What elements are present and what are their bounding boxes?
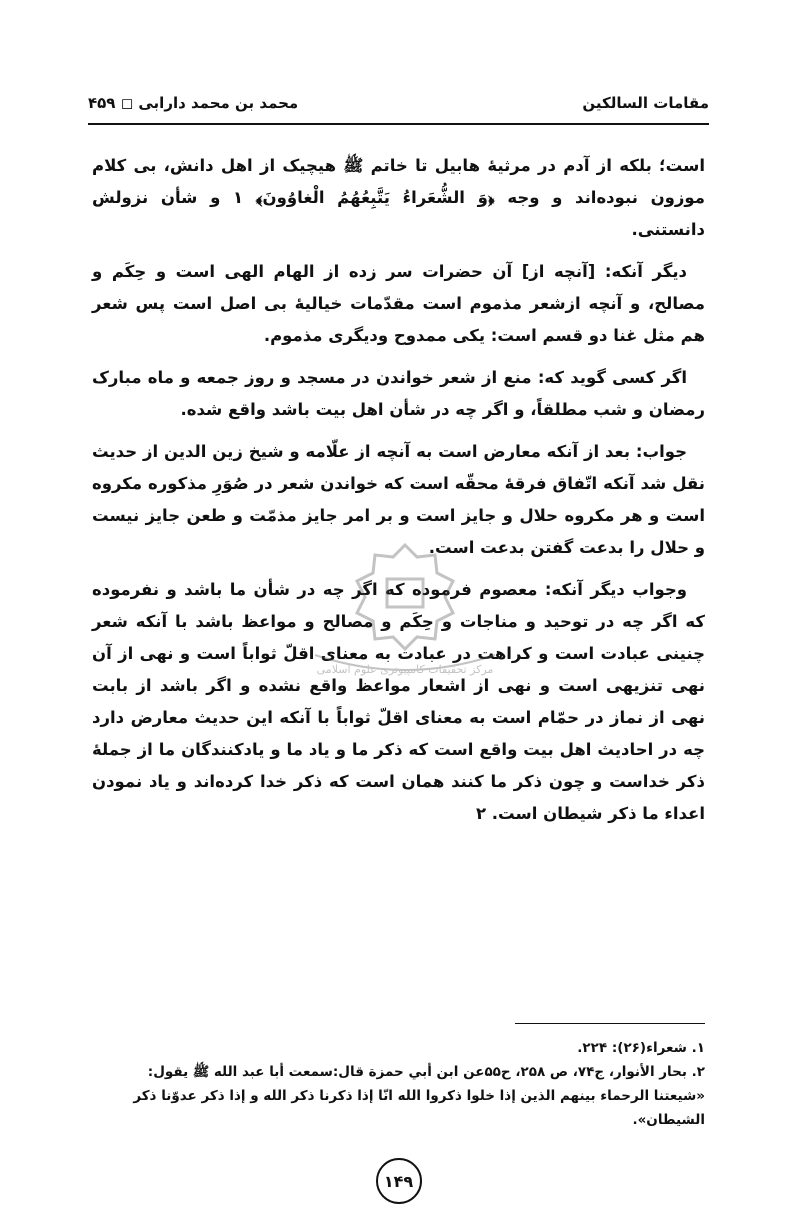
main-text xyxy=(92,150,705,840)
paragraph-3: اگر کسی گوید که: منع از شعر خواندن در مسجد و روز جمعه و ماه مبارک رمضان و شب مطلقاً، و اگر چه در شأن اهل بیت باشد واقع شده. xyxy=(92,368,705,419)
footnote-rule xyxy=(515,1023,705,1024)
header-rule xyxy=(88,123,709,125)
header-author-page xyxy=(88,94,298,112)
footnote-1: ۱. شعراء(۲۶): ۲۲۴. xyxy=(577,1040,705,1056)
page-number: ۱۴۹ xyxy=(376,1158,422,1204)
paragraph-5: وجواب دیگر آنکه: معصوم فرموده که اگر چه در شأن ما باشد و نفرموده که اگر چه در توحید و مناجات و حِکَم و مصالح و مواعظ باشد با آنکه شعر چنینی عبادت است و کراهت در عبادت به معنای اقلّ ثواباً است و نهی از آن نهی تنزیهی است و نهی از اشعار مواعظ واقع نشده و اگر باشد از بابت نهی از نماز در حمّام است به معنای اقلّ ثواباً با آنکه این حدیث معارض دارد چه در احادیث اهل بیت واقع است که ذکر ما و یاد ما و یادکنندگان ما از جملهٔ ذکر خداست و چون ذکر ما کنند همان است که ذکر خدا کرده‌اند و یاد نمودن اعداء ما ذکر شیطان است. ۲ xyxy=(92,580,705,823)
watermark-text: مرکز تحقیقات کامپیوتری علوم اسلامی xyxy=(316,663,494,676)
header-book-title: مقامات السالكين xyxy=(582,94,709,112)
footnotes xyxy=(92,1036,705,1132)
paragraph-4: جواب: بعد از آنکه معارض است به آنچه از علّامه و شیخ زین الدین از حدیث نقل شد آنکه اتّفاق فرقهٔ محقّه است که خواندن شعر در صُوَرِ مذکوره مکروه است و هر مکروه حلال و جایز است و بر امر جایز مذمّت و طعن جایز نیست و حلال را بدعت گفتن بدعت است. xyxy=(92,442,705,557)
footnote-2: ۲. بحار الأنوار، ج۷۴، ص ۲۵۸، ح۵۵عن ابن أبي حمزة قال:سمعت أبا عبد الله ﷺ يقول: «شيعتنا الرحماء بينهم الذين إذا خلوا ذكروا الله انّا إذا ذكرنا ذكر الله و إذا ذكر عدوّنا ذكر الشيطان». xyxy=(133,1064,705,1128)
running-header xyxy=(88,88,709,118)
paragraph-2: دیگر آنکه: [آنچه از] آن حضرات سر زده از الهام الهی است و حِکَم و مصالح، و آنچه ازشعر مذموم است مقدّمات خیالیهٔ بی اصل است پس شعر هم مثل غنا دو قسم است: یکی ممدوح ودیگری مذموم. xyxy=(92,262,705,345)
paragraph-1: است؛ بلکه از آدم در مرثیهٔ هابیل تا خاتم ﷺ هیچیک از اهل دانش، بی کلام موزون نبوده‌اند و وجه ﴿وَ الشُّعَراءُ يَتَّبِعُهُمُ الْغاوُونَ﴾ ۱ و شأن نزولش دانستنی. xyxy=(92,156,705,239)
header-author-page-text: محمد بن محمد دارابی ◻ ۴۵۹ xyxy=(88,94,299,112)
